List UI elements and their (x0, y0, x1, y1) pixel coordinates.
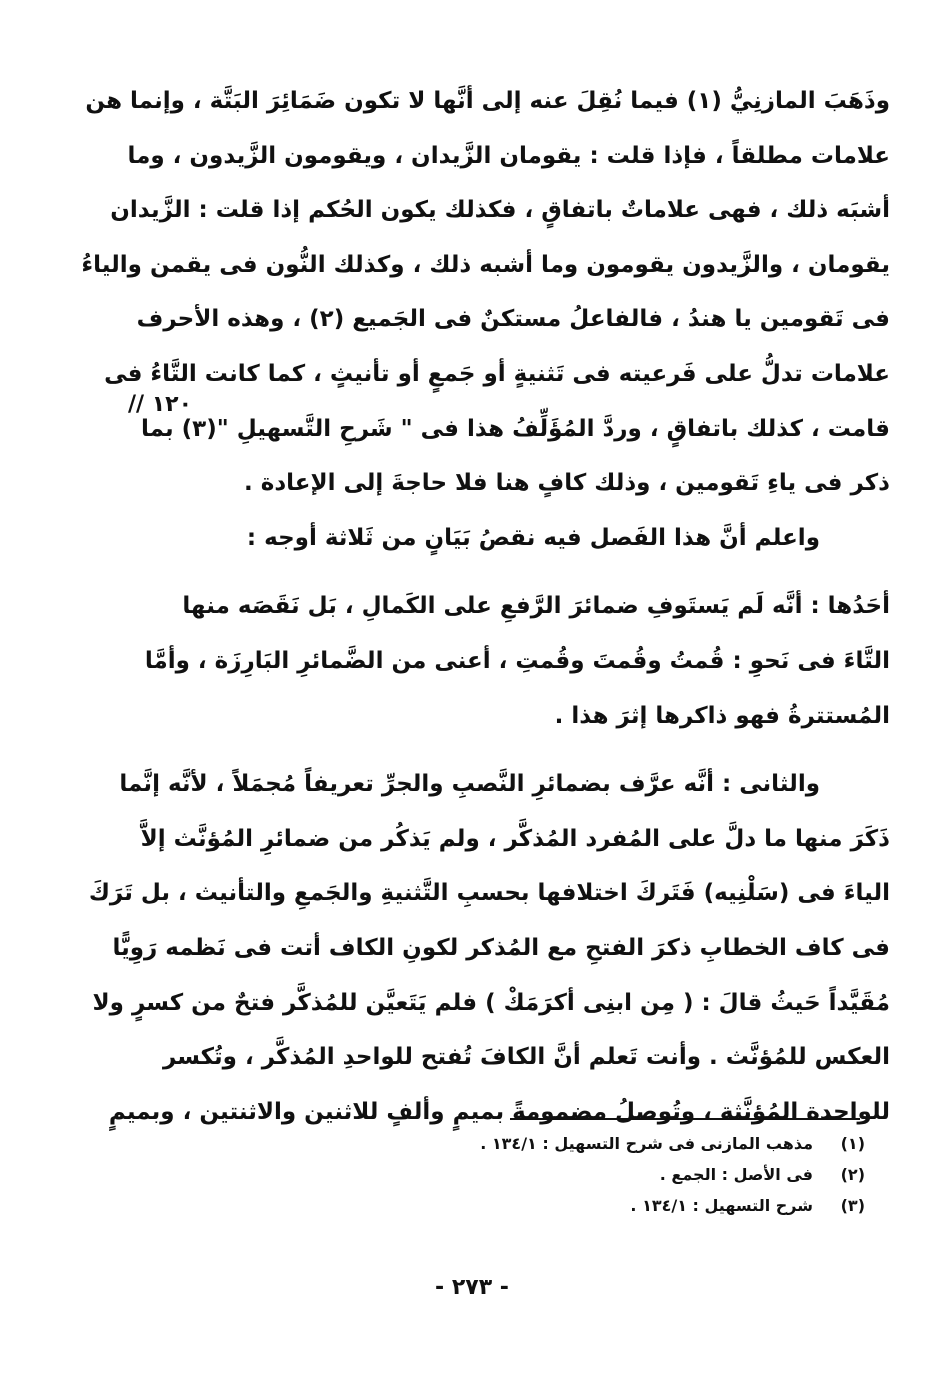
main-text (81, 74, 890, 1139)
footnotes (400, 1128, 865, 1221)
text-line: علامات مطلقاً ، فإذا قلت : يقومان الزَّيدان ، ويقومون الزَّيدون ، وما (127, 142, 890, 169)
text-line: للواحدة المُؤنَّثة ، وتُوصلُ مضمومةً بميمٍ وألفٍ للاثنين والاثنتين ، وبميمٍ (108, 1098, 890, 1125)
text-line: المُستترةُ فهو ذاكرها إثرَ هذا . (554, 702, 890, 729)
text-line: يقومان ، والزَّيدون يقومون وما أشبه ذلك ، وكذلك النُّون فى يقمن والياءُ (81, 251, 890, 278)
text-line: أشبَه ذلك ، فهى علاماتٌ باتفاقٍ ، فكذلك يكون الحُكم إذا قلت : الزَّيدان (110, 197, 890, 224)
text-line: العكس للمُؤنَّث . وأنت تَعلم أنَّ الكافَ تُفتح للواحدِ المُذكَّر ، وتُكسر (162, 1044, 890, 1071)
footnote (400, 1190, 865, 1221)
footnote (400, 1159, 865, 1190)
text-line: الياءَ فى (سَلْنِيه) فَتَركَ اختلافها بحسبِ التَّثنيةِ والجَمعِ والتأنيث ، بل تَرَكَ (88, 880, 890, 907)
footnote-separator (510, 1118, 860, 1120)
text-line: وذَهَبَ المازنِيُّ (١) فيما نُقِلَ عنه إلى أنَّها لا تكون ضَمَائِرَ البَتَّة ، وإنما هن (85, 88, 890, 114)
paragraph-opening-line: واعلم أنَّ هذا الفَصل فيه نقصُ بَيَانٍ من ثَلاثة أوجه : (246, 524, 820, 551)
paragraph-opening-line: والثانى : أنَّه عرَّف بضمائرِ النَّصبِ والجرِّ تعريفاً مُجمَلاً ، لأنَّه إنَّما (119, 771, 820, 798)
footnote-number: (٢) (840, 1165, 865, 1184)
paragraph-gap (120, 565, 890, 579)
footnote-number: (١) (840, 1134, 865, 1153)
text-line: ذكر فى ياءِ تَقومين ، وذلك كافٍ هنا فلا حاجةَ إلى الإعادة . (244, 470, 890, 497)
footnote-text: مذهب المازنى فى شرح التسهيل : ١٣٤/١ . (480, 1134, 813, 1153)
page-number: - ٢٧٣ - (435, 1275, 509, 1300)
text-line: فى كاف الخطابِ ذكرَ الفتحِ مع المُذكر لكونِ الكاف أتت فى نَظمه رَوِيًّا (112, 934, 890, 961)
footnote-number: (٣) (840, 1196, 865, 1215)
footnote (400, 1128, 865, 1159)
text-line: قامت ، كذلك باتفاقٍ ، وردَّ المُؤَلِّفُ هذا فى " شَرحِ التَّسهيلِ "(٣) بما (140, 415, 890, 442)
paragraph-gap (120, 743, 890, 757)
text-line: علامات تدلُّ على فَرعيته فى تَثنيةٍ أو جَمعٍ أو تأنيثٍ ، كما كانت التَّاءُ فى (104, 360, 890, 387)
manuscript-folio-note: ١٢٠ // (128, 392, 193, 417)
text-line: مُقَيَّداً حَيثُ قالَ : ( مِن ابنِى أكرَمَكْ ) فلم يَتَعيَّن للمُذكَّر فتحٌ من كسرٍ ولا (92, 989, 890, 1016)
text-line: التَّاءَ فى نَحوِ : قُمتُ وقُمتَ وقُمتِ ، أعنى من الضَّمائرِ البَارِزَة ، وأمَّا (144, 647, 890, 674)
text-line: ذَكَرَ منها ما دلَّ على المُفرد المُذكَّر ، ولم يَذكُر من ضمائرِ المُؤنَّث إلاَّ (140, 825, 890, 852)
text-line: أحَدُها : أنَّه لَم يَستَوفِ ضمائرَ الرَّفعِ على الكَمالِ ، بَل نَقَصَه منها (182, 593, 890, 620)
footnote-text: شرح التسهيل : ١٣٤/١ . (630, 1196, 813, 1215)
footnote-text: فى الأصل : الجمع . (659, 1165, 813, 1184)
text-line: فى تَقومين يا هندُ ، فالفاعلُ مستكنٌ فى الجَميع (٢) ، وهذه الأحرف (136, 306, 890, 333)
